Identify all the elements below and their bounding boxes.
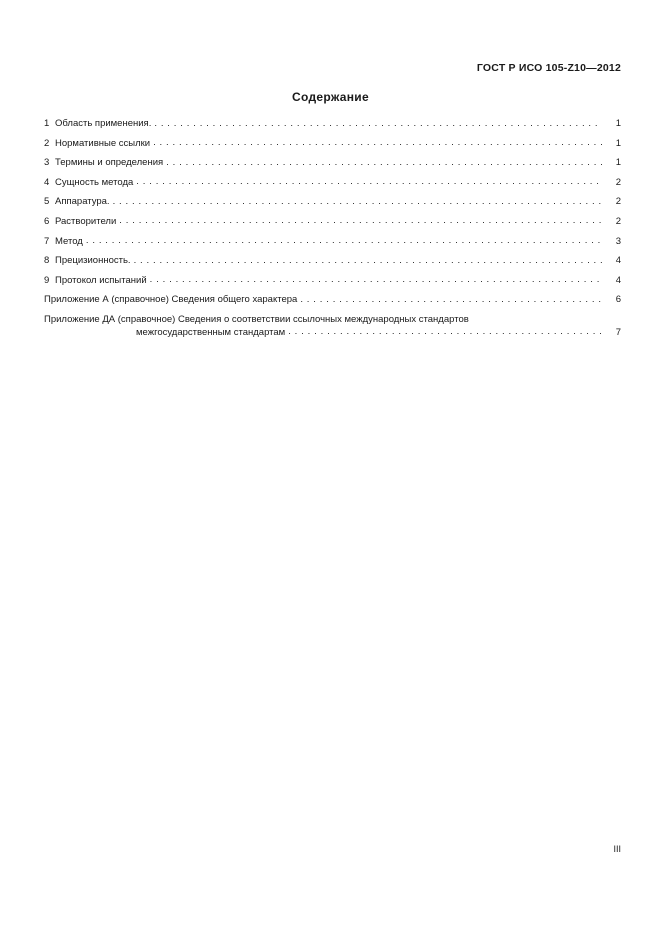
toc-entry[interactable]: [44, 196, 621, 207]
toc-entry-label: Растворители: [55, 215, 117, 227]
page-number: III: [613, 844, 621, 854]
toc-entry-page: 1: [615, 118, 621, 129]
toc-entry-number: 7: [44, 235, 50, 247]
toc-entry-page: 7: [615, 326, 621, 338]
page-content: [40, 0, 621, 936]
toc-entry-number: 2: [44, 137, 50, 149]
toc-entry-label: Термины и определения: [55, 157, 164, 169]
toc-entry[interactable]: [44, 157, 621, 168]
toc-leader-dots: [113, 199, 602, 206]
table-of-contents: [44, 118, 621, 347]
toc-entry-label: Нормативные ссылки: [55, 137, 151, 149]
toc-entry-page: 1: [615, 157, 621, 169]
toc-entry-page: 3: [615, 235, 621, 247]
toc-entry[interactable]: [44, 275, 621, 286]
toc-leader-dots: [166, 160, 602, 167]
toc-entry-page: 4: [615, 274, 621, 286]
toc-entry-page: 2: [615, 176, 621, 188]
toc-entry[interactable]: [44, 177, 621, 188]
toc-entry-appendix-da-line2[interactable]: [44, 327, 621, 338]
toc-entry-appendix-da-line1[interactable]: [44, 314, 621, 325]
toc-entry-label: Аппаратура.: [55, 196, 110, 208]
toc-leader-dots: [154, 121, 602, 128]
toc-leader-dots: [136, 179, 602, 186]
toc-entry-page: 1: [615, 137, 621, 149]
toc-entry-number: 6: [44, 215, 50, 227]
toc-entry[interactable]: [44, 216, 621, 227]
toc-leader-dots: [134, 258, 602, 265]
toc-entry-label: Область применения.: [55, 118, 152, 129]
toc-entry-label: межгосударственным стандартам: [136, 326, 286, 338]
toc-entry-number: 4: [44, 176, 50, 188]
standard-designation: ГОСТ Р ИСО 105-Z10—2012: [476, 62, 621, 74]
toc-leader-dots: [300, 297, 602, 304]
toc-entry[interactable]: [44, 236, 621, 247]
toc-entry-page: 6: [615, 294, 621, 306]
toc-entry-number: 5: [44, 196, 50, 208]
toc-entry-number: 9: [44, 274, 50, 286]
toc-entry-page: 2: [615, 215, 621, 227]
toc-entry[interactable]: [44, 118, 621, 129]
toc-entry-label: Приложение ДА (справочное) Сведения о соответствии ссылочных международных стандартов: [44, 313, 469, 325]
toc-entry-page: 4: [615, 255, 621, 267]
toc-entry-label: Сущность метода: [55, 176, 134, 188]
toc-entry-label: Метод: [55, 235, 83, 247]
toc-entry-appendix-a[interactable]: [44, 294, 621, 305]
toc-entry[interactable]: [44, 255, 621, 266]
toc-leader-dots: [86, 238, 602, 245]
page-title: Содержание: [292, 90, 369, 104]
toc-entry-number: 1: [44, 118, 50, 129]
toc-entry-number: 8: [44, 255, 50, 267]
toc-entry-label: Прецизионность.: [55, 255, 131, 267]
toc-leader-dots: [150, 277, 602, 284]
toc-leader-dots: [119, 218, 602, 225]
toc-entry[interactable]: [44, 138, 621, 149]
toc-leader-dots: [153, 140, 602, 147]
toc-leader-dots: [288, 329, 602, 336]
toc-entry-number: 3: [44, 157, 50, 169]
toc-entry-label: Протокол испытаний: [55, 274, 147, 286]
toc-entry-label: Приложение А (справочное) Сведения общего характера: [44, 294, 298, 306]
toc-entry-page: 2: [615, 196, 621, 208]
